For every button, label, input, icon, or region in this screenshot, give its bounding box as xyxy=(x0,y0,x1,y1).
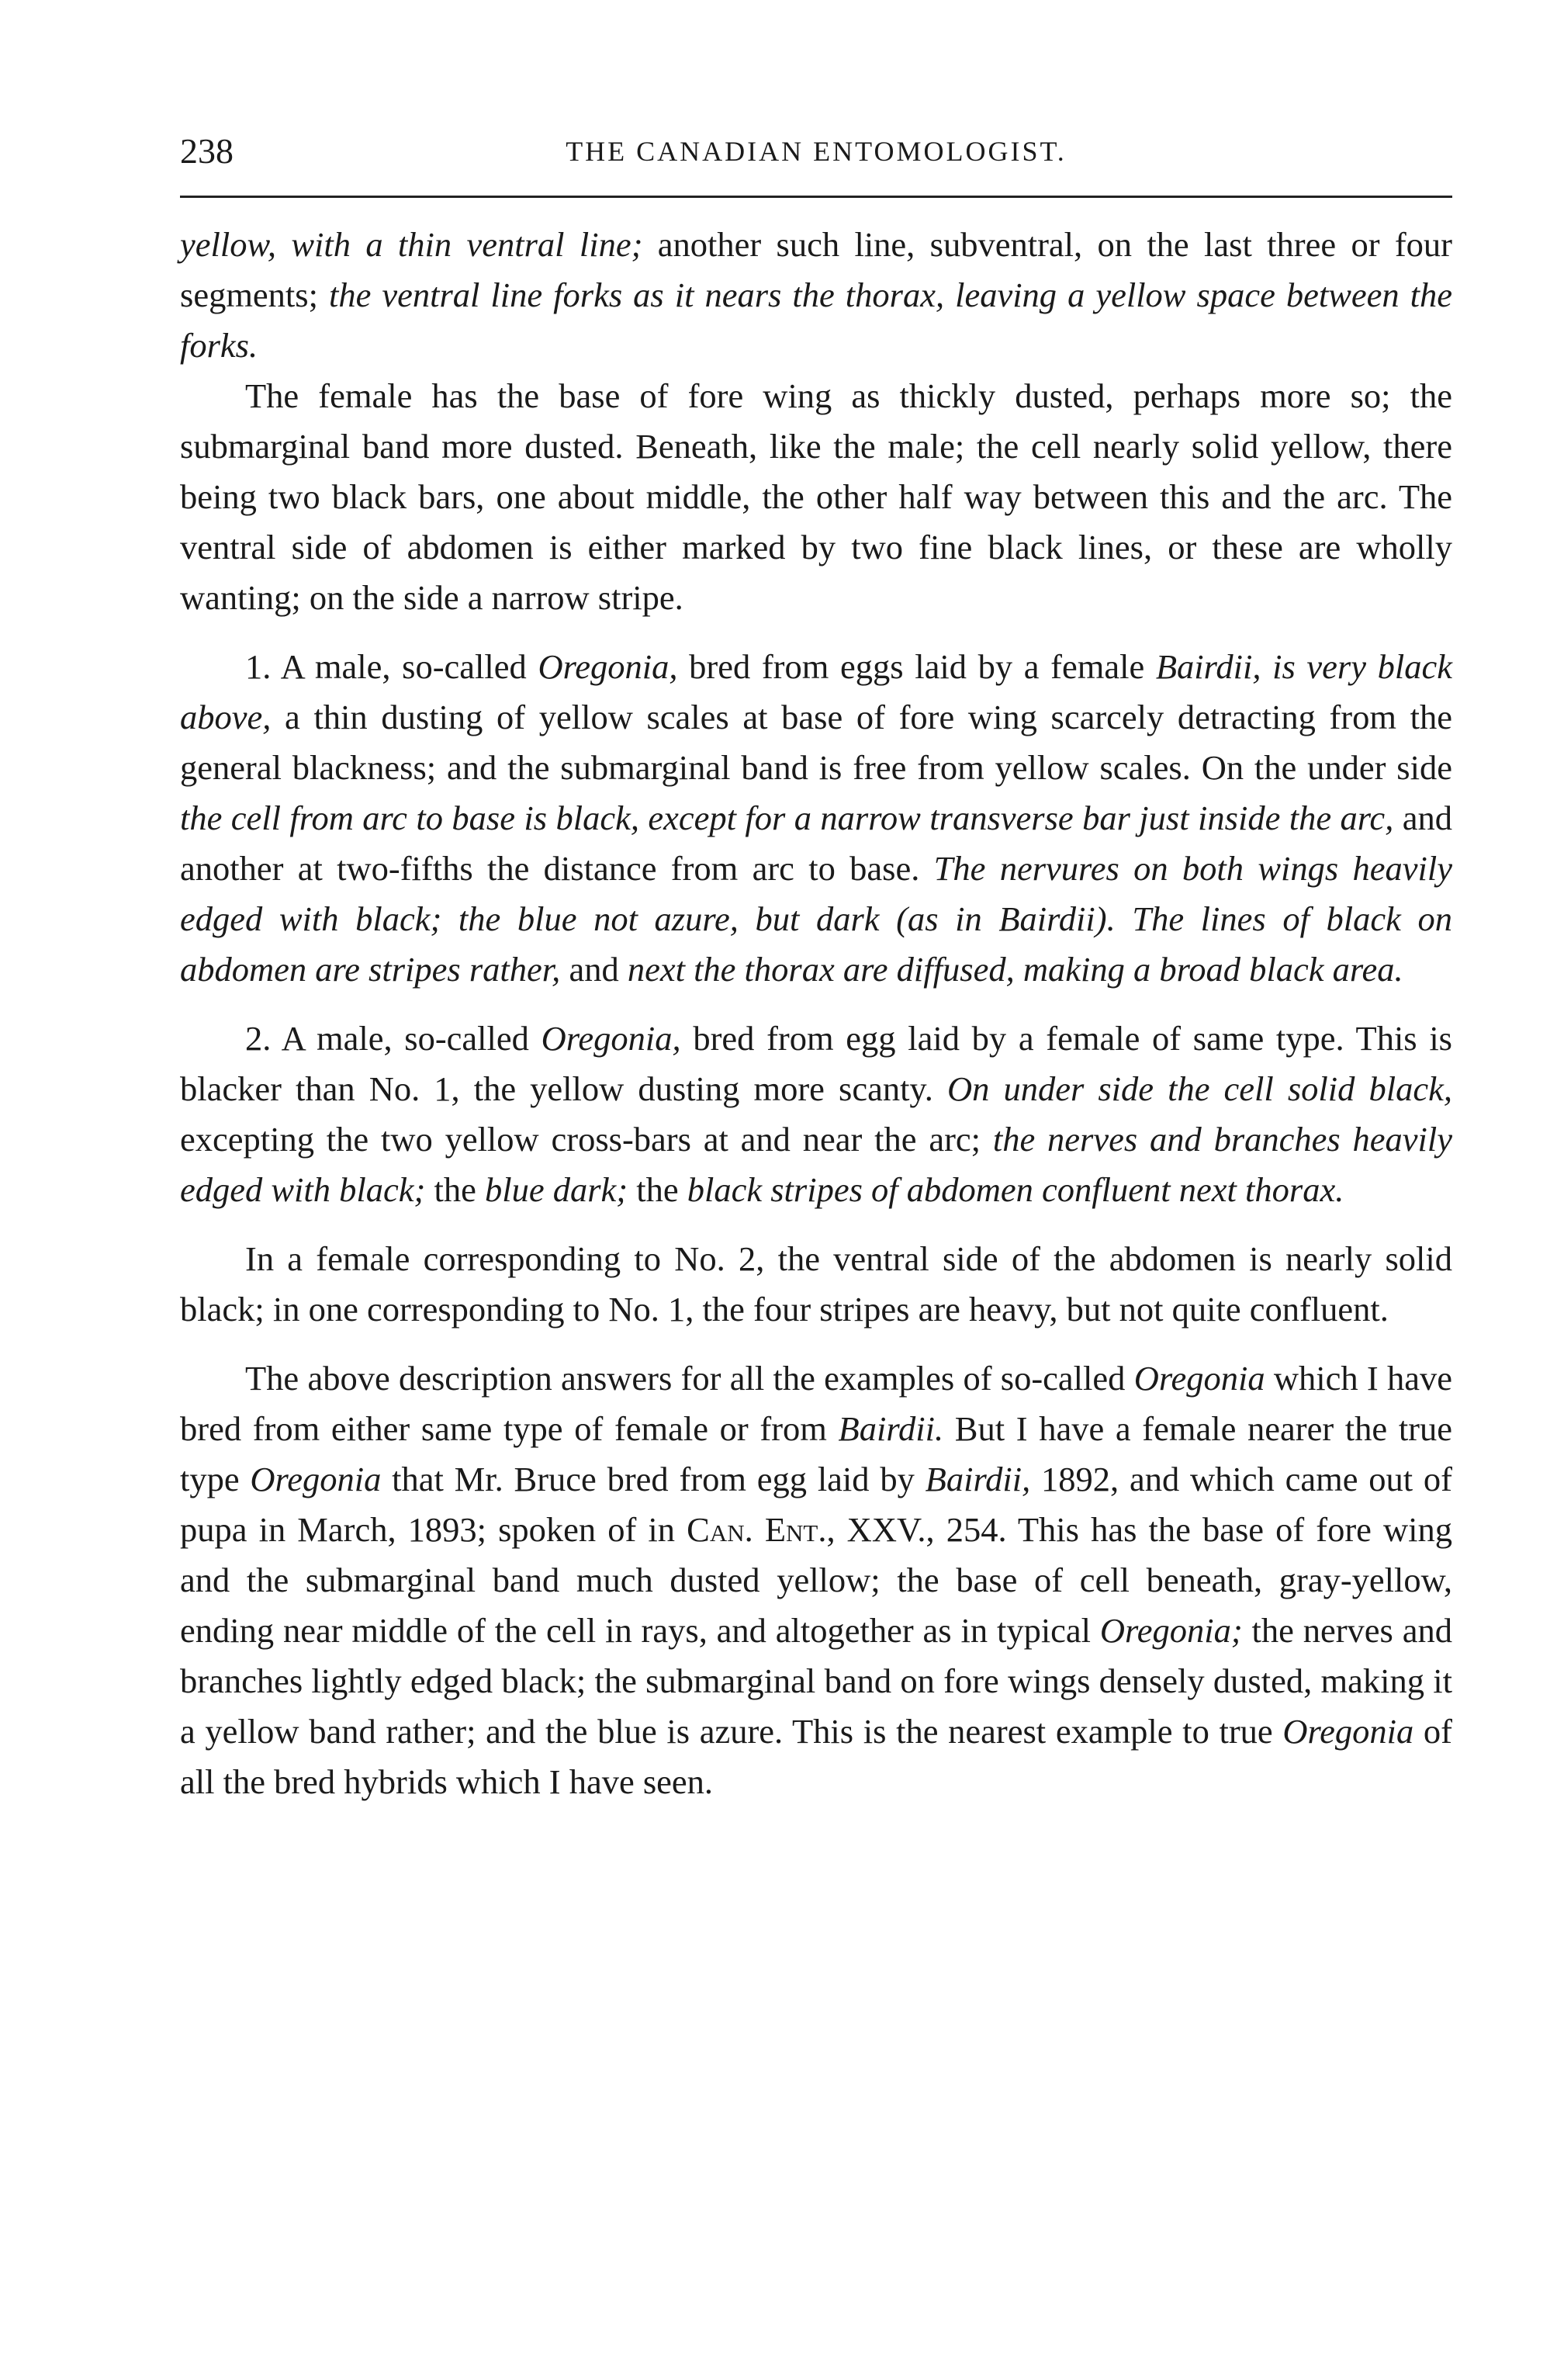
book-page xyxy=(180,124,1452,1807)
italic-text: Oregonia xyxy=(1133,1359,1265,1398)
text-run: which I have bred from either same type of female or from xyxy=(180,1359,1452,1448)
paragraph-5 xyxy=(180,1234,1452,1335)
text-run: of all the bred hybrids which I have seen. xyxy=(180,1712,1452,1801)
italic-text: Oregonia, xyxy=(538,647,678,686)
text-run: the xyxy=(425,1170,485,1209)
text-run: , XXV., 254. This has the base of fore wing and the submarginal band much dusted yellow; the base of cell beneath, gray-yellow, ending near middle of the cell in rays, and altogether as in typical xyxy=(180,1510,1452,1650)
text-run: a thin dusting of yellow scales at base of fore wing scarcely detracting from the general blackness; and the submarginal band is free from yellow scales. On the under side xyxy=(180,698,1452,787)
italic-text: Bairdii, is very black above, xyxy=(180,647,1453,736)
paragraph-1 xyxy=(180,220,1452,371)
text-run: excepting the two yellow cross-bars at and near the arc; xyxy=(180,1120,993,1159)
journal-abbreviation: Can. Ent. xyxy=(687,1510,827,1549)
paragraph-4 xyxy=(180,1013,1452,1215)
italic-text: Oregonia xyxy=(250,1460,382,1498)
italic-text: On under side the cell solid black, xyxy=(947,1069,1452,1108)
italic-text: Bairdii. xyxy=(838,1409,944,1448)
italic-text: Oregonia, xyxy=(541,1019,681,1058)
text-run: 1892, and which came out of pupa in March, 1893; spoken of in xyxy=(180,1460,1452,1549)
article-body xyxy=(180,220,1452,1807)
paragraph-6 xyxy=(180,1353,1452,1807)
journal-title: THE CANADIAN ENTOMOLOGIST. xyxy=(566,136,1067,167)
italic-text: the nerves and branches heavily edged with black; xyxy=(180,1120,1453,1209)
text-run: But I have a female nearer the true type xyxy=(180,1409,1453,1498)
paragraph-2 xyxy=(180,371,1452,623)
text-run: The above description answers for all the examples of so-called xyxy=(245,1359,1134,1398)
text-run: and xyxy=(560,950,628,989)
text-run: 2. A male, so-called xyxy=(245,1019,541,1058)
text-run: 1. A male, so-called xyxy=(245,647,538,686)
italic-text: yellow, with a thin ventral line; xyxy=(180,225,643,264)
italic-text: the cell from arc to base is black, except for a narrow transverse bar just inside the arc, xyxy=(180,799,1394,837)
running-head xyxy=(180,124,1452,178)
italic-text: the ventral line forks as it nears the thorax, leaving a yellow space between the forks. xyxy=(180,275,1452,365)
text-run: bred from egg laid by a female of same type. This is blacker than No. 1, the yellow dusting more scanty. xyxy=(180,1019,1452,1108)
paragraph-3 xyxy=(180,642,1452,995)
text-run: In a female corresponding to No. 2, the ventral side of the abdomen is nearly solid black; in one corresponding to No. 1, the four stripes are heavy, but not quite confluent. xyxy=(180,1239,1452,1329)
italic-text: The nervures on both wings heavily edged with black; the blue not azure, but dark (as in Bairdii). The lines of black on abdomen are stripes rather, xyxy=(180,849,1452,989)
italic-text: black stripes of abdomen confluent next thorax. xyxy=(687,1170,1344,1209)
page-number: 238 xyxy=(180,131,234,171)
italic-text: Bairdii, xyxy=(925,1460,1031,1498)
text-run: another such line, subventral, on the last three or four segments; xyxy=(180,225,1452,314)
text-run: The female has the base of fore wing as thickly dusted, perhaps more so; the submarginal band more dusted. Beneath, like the male; the cell nearly solid yellow, there being two black bars, one about middle, the other half way between this and the arc. The ventral side of abdomen is either marked by two fine black lines, or these are wholly wanting; on the side a narrow stripe. xyxy=(180,376,1452,617)
italic-text: next the thorax are diffused, making a broad black area. xyxy=(627,950,1403,989)
italic-text: Oregonia xyxy=(1282,1712,1414,1751)
text-run: that Mr. Bruce bred from egg laid by xyxy=(381,1460,926,1498)
text-run: bred from eggs laid by a female xyxy=(677,647,1156,686)
text-run: and another at two-fifths the distance from arc to base. xyxy=(180,799,1452,888)
header-rule xyxy=(180,196,1452,198)
italic-text: blue dark; xyxy=(484,1170,628,1209)
text-run: the xyxy=(628,1170,687,1209)
text-run: the nerves and branches lightly edged black; the submarginal band on fore wings densely dusted, making it a yellow band rather; and the blue is azure. This is the nearest example to true xyxy=(180,1611,1452,1751)
italic-text: Oregonia; xyxy=(1099,1611,1243,1650)
